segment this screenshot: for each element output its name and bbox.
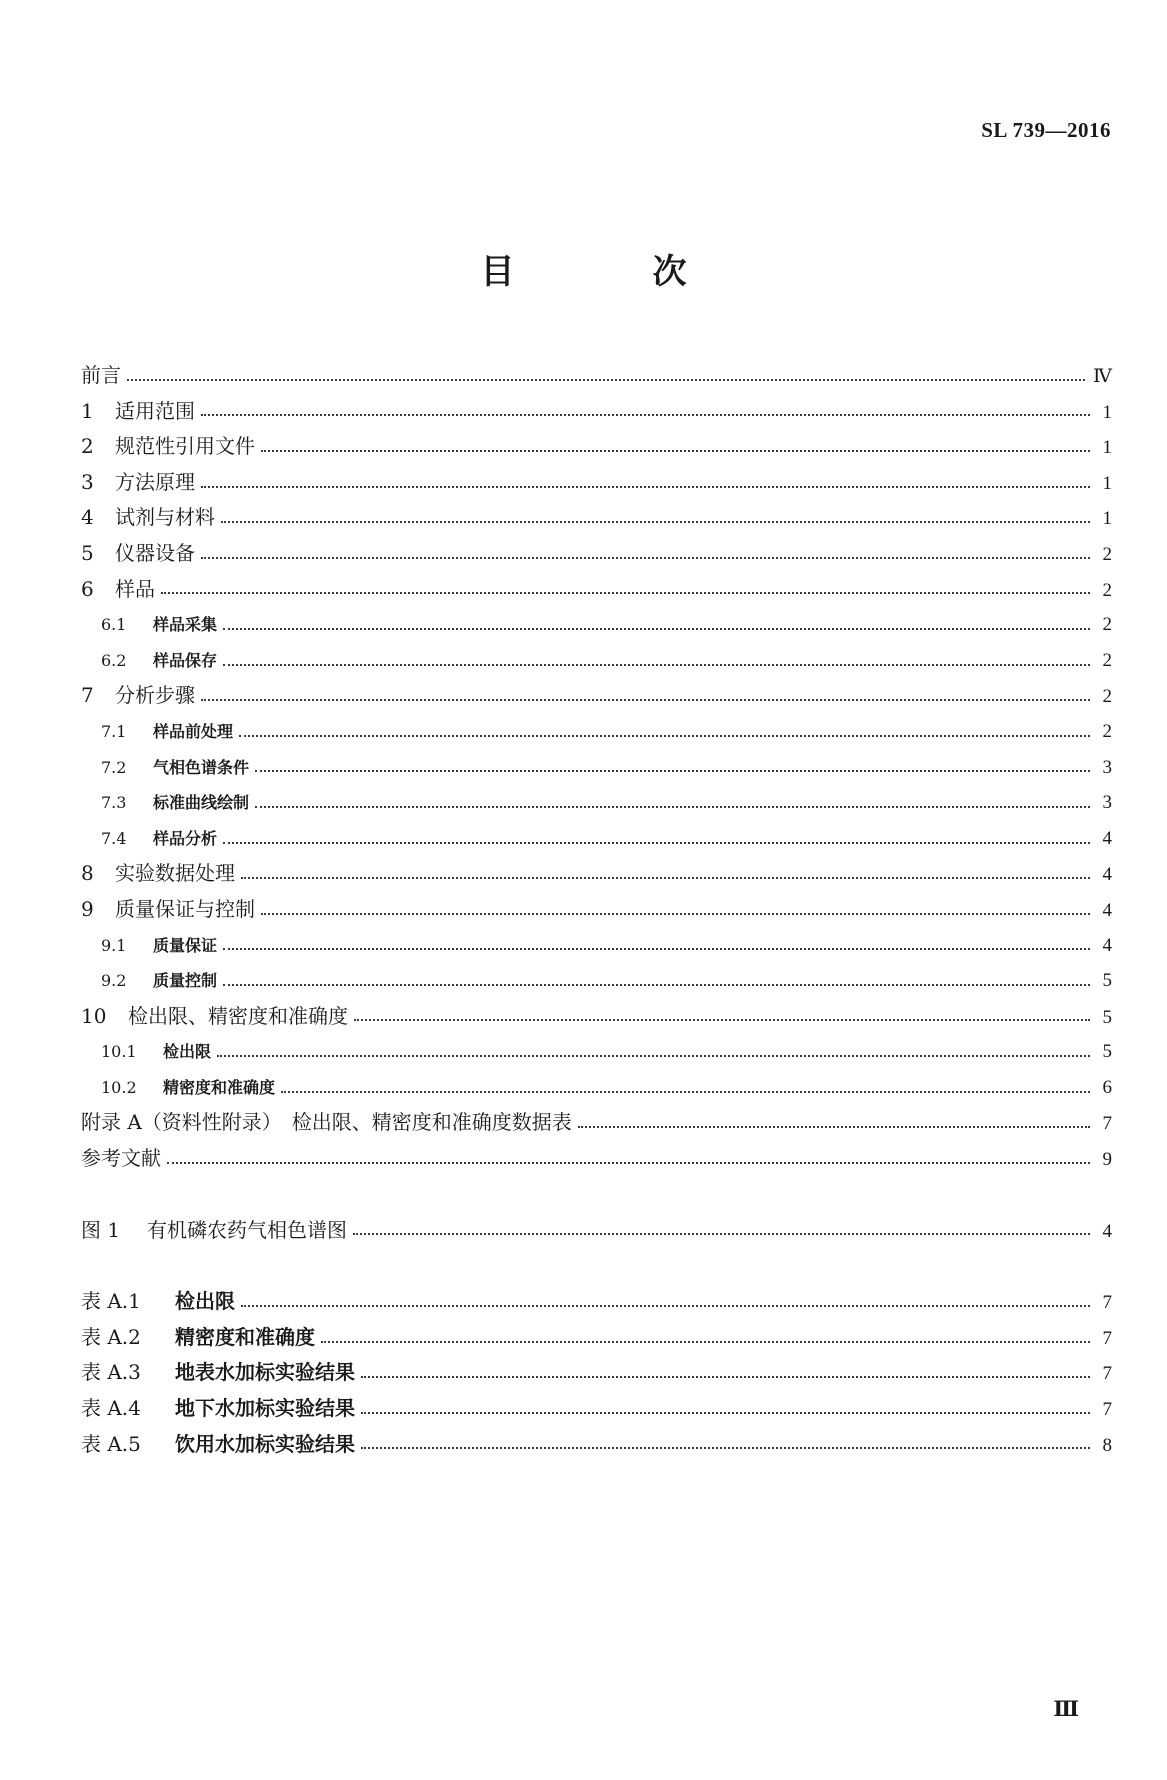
dot-leader — [255, 804, 1090, 808]
toc-entry-number: 10 — [81, 1003, 107, 1028]
toc-figures-section — [81, 1213, 1112, 1249]
toc-entry-title: 样品前处理 — [153, 721, 234, 741]
toc-entry-title: 试剂与材料 — [115, 505, 215, 530]
toc-section-entry[interactable] — [81, 358, 1112, 394]
section-gap — [81, 1248, 1112, 1284]
toc-entry-title: 方法原理 — [115, 469, 195, 494]
toc-entry-title: 质量控制 — [153, 971, 218, 991]
toc-entry-title: 样品分析 — [153, 828, 218, 848]
section-gap — [81, 1177, 1112, 1213]
toc-section-entry[interactable] — [81, 678, 1112, 714]
toc-entry-title: 检出限 — [163, 1042, 212, 1062]
toc-entry-number: 7 — [81, 683, 94, 708]
toc-entry-number: 表 A.4 — [81, 1396, 141, 1421]
toc-section-entry[interactable] — [81, 856, 1112, 892]
toc-entry-number: 表 A.5 — [81, 1431, 141, 1456]
dot-leader — [221, 519, 1090, 523]
toc-section-entry[interactable] — [81, 999, 1112, 1035]
toc-section-entry[interactable] — [81, 394, 1112, 430]
toc-entry-title: 样品 — [115, 576, 155, 601]
toc-entry-title: 质量保证与控制 — [115, 896, 255, 921]
toc-entry-title: 分析步骤 — [115, 683, 195, 708]
toc-entry-page: 7 — [1102, 1363, 1112, 1385]
dot-leader — [361, 1445, 1090, 1449]
toc-section-entry[interactable] — [81, 465, 1112, 501]
toc-entry-number: 2 — [81, 434, 94, 459]
toc-entry-page: 7 — [1102, 1292, 1112, 1314]
toc-entry-page: 8 — [1102, 1434, 1112, 1456]
toc-entry-page: 1 — [1102, 508, 1112, 530]
toc-entry-page: 7 — [1102, 1327, 1112, 1349]
toc-subsection-entry[interactable] — [81, 750, 1112, 786]
toc-section-entry[interactable] — [81, 1141, 1112, 1177]
toc-entry-number: 4 — [81, 505, 94, 530]
toc-section-entry[interactable] — [81, 892, 1112, 928]
dot-leader — [201, 555, 1090, 559]
toc-entry-number: 1 — [81, 398, 94, 423]
dot-leader — [167, 1160, 1090, 1164]
toc-subsection-entry[interactable] — [81, 928, 1112, 964]
toc-entry-number: 表 A.3 — [81, 1360, 141, 1385]
dot-leader — [217, 1053, 1090, 1057]
toc-entry-page: 2 — [1102, 649, 1112, 671]
toc-entry-title: 精密度和准确度 — [163, 1077, 276, 1097]
dot-leader — [239, 733, 1090, 737]
toc-subsection-entry[interactable] — [81, 643, 1112, 679]
dot-leader — [578, 1124, 1090, 1128]
toc-entry-number: 6.2 — [101, 650, 127, 670]
toc-entry-page: 4 — [1102, 827, 1112, 849]
dot-leader — [161, 590, 1090, 594]
toc-entry-title: 前言 — [81, 363, 121, 387]
toc-entry-page: 5 — [1102, 1006, 1112, 1028]
toc-entry-page: 2 — [1102, 579, 1112, 601]
toc-subsection-entry[interactable] — [81, 821, 1112, 857]
toc-entry-title: 有机磷农药气相色谱图 — [147, 1217, 347, 1242]
toc-entry-page: 1 — [1102, 437, 1112, 459]
toc-subsection-entry[interactable] — [81, 607, 1112, 643]
toc-entry-title: 标准曲线绘制 — [153, 793, 250, 813]
dot-leader — [241, 875, 1090, 879]
toc-entry-title: 样品保存 — [153, 650, 218, 670]
toc-entry-number: 图 1 — [81, 1217, 121, 1242]
dot-leader — [353, 1231, 1090, 1235]
toc-entry-page: 3 — [1102, 756, 1112, 778]
dot-leader — [255, 768, 1090, 772]
dot-leader — [223, 662, 1090, 666]
toc-entry-title: 地表水加标实验结果 — [175, 1360, 355, 1385]
toc-subsection-entry[interactable] — [81, 1070, 1112, 1106]
toc-table-entry[interactable] — [81, 1355, 1112, 1391]
page-number: Ⅲ — [1053, 1697, 1079, 1721]
page-title: 目 次 — [480, 252, 739, 292]
toc-entry-page: 2 — [1102, 614, 1112, 636]
toc-entry-number: 10.1 — [101, 1042, 137, 1062]
toc-entry-number: 9 — [81, 896, 94, 921]
toc-entry-number: 8 — [81, 861, 94, 886]
toc-entry-page: 9 — [1102, 1149, 1112, 1171]
toc-table-entry[interactable] — [81, 1284, 1112, 1320]
toc-figure-entry[interactable] — [81, 1213, 1112, 1249]
dot-leader — [261, 448, 1090, 452]
toc-entry-page: 2 — [1102, 720, 1112, 742]
toc-subsection-entry[interactable] — [81, 1034, 1112, 1070]
toc-entry-title: 适用范围 — [115, 398, 195, 423]
toc-entry-page: 3 — [1102, 792, 1112, 814]
toc-section-entry[interactable] — [81, 500, 1112, 536]
toc-section-entry[interactable] — [81, 1105, 1112, 1141]
toc-entry-page: 1 — [1102, 401, 1112, 423]
toc-entry-number: 6 — [81, 576, 94, 601]
toc-entry-number: 3 — [81, 469, 94, 494]
toc-entry-title: 检出限、精密度和准确度 — [128, 1003, 348, 1028]
dot-leader — [223, 982, 1090, 986]
toc-entry-page: 6 — [1102, 1076, 1112, 1098]
toc-subsection-entry[interactable] — [81, 963, 1112, 999]
table-of-contents — [81, 358, 1112, 1462]
dot-leader — [261, 911, 1090, 915]
toc-entry-page: 7 — [1102, 1113, 1112, 1135]
toc-entry-title: 饮用水加标实验结果 — [175, 1431, 355, 1456]
toc-entry-title: 精密度和准确度 — [175, 1324, 315, 1349]
toc-entry-number: 表 A.1 — [81, 1289, 141, 1314]
toc-entry-title: 地下水加标实验结果 — [175, 1396, 355, 1421]
toc-entry-number: 9.2 — [101, 971, 127, 991]
dot-leader — [201, 697, 1090, 701]
dot-leader — [223, 626, 1090, 630]
dot-leader — [361, 1374, 1090, 1378]
toc-entry-title: 附录 A（资料性附录） 检出限、精密度和准确度数据表 — [81, 1110, 572, 1135]
toc-entry-page: 4 — [1102, 864, 1112, 886]
toc-entry-page: 2 — [1102, 686, 1112, 708]
toc-entry-page: 5 — [1102, 1041, 1112, 1063]
toc-entry-number: 9.1 — [101, 935, 127, 955]
toc-entry-number: 7.1 — [101, 721, 127, 741]
toc-section-entry[interactable] — [81, 572, 1112, 608]
dot-leader — [281, 1089, 1090, 1093]
toc-main-section — [81, 358, 1112, 1177]
toc-entry-page: Ⅳ — [1093, 366, 1112, 387]
dot-leader — [321, 1339, 1090, 1343]
toc-entry-page: 4 — [1102, 934, 1112, 956]
toc-entry-page: 4 — [1102, 899, 1112, 921]
toc-entry-title: 规范性引用文件 — [115, 434, 255, 459]
toc-entry-number: 7.4 — [101, 828, 127, 848]
toc-entry-page: 4 — [1102, 1220, 1112, 1242]
dot-leader — [241, 1303, 1090, 1307]
toc-entry-number: 7.3 — [101, 793, 127, 813]
dot-leader — [223, 946, 1090, 950]
toc-entry-page: 2 — [1102, 543, 1112, 565]
toc-subsection-entry[interactable] — [81, 714, 1112, 750]
toc-entry-number: 5 — [81, 540, 94, 565]
toc-entry-number: 表 A.2 — [81, 1324, 141, 1349]
toc-tables-section — [81, 1284, 1112, 1462]
dot-leader — [223, 840, 1090, 844]
toc-entry-title: 气相色谱条件 — [153, 757, 250, 777]
toc-entry-number: 7.2 — [101, 757, 127, 777]
toc-entry-title: 实验数据处理 — [115, 861, 235, 886]
toc-entry-page: 7 — [1102, 1399, 1112, 1421]
toc-table-entry[interactable] — [81, 1320, 1112, 1356]
dot-leader — [201, 412, 1090, 416]
toc-entry-title: 样品采集 — [153, 615, 218, 635]
toc-table-entry[interactable] — [81, 1427, 1112, 1463]
dot-leader — [354, 1017, 1090, 1021]
toc-table-entry[interactable] — [81, 1391, 1112, 1427]
toc-section-entry[interactable] — [81, 429, 1112, 465]
toc-entry-page: 1 — [1102, 472, 1112, 494]
toc-subsection-entry[interactable] — [81, 785, 1112, 821]
toc-entry-title: 参考文献 — [81, 1146, 161, 1171]
toc-entry-title: 质量保证 — [153, 935, 218, 955]
dot-leader — [361, 1410, 1090, 1414]
toc-entry-page: 5 — [1102, 970, 1112, 992]
toc-entry-title: 仪器设备 — [115, 540, 195, 565]
toc-section-entry[interactable] — [81, 536, 1112, 572]
dot-leader — [127, 377, 1085, 381]
dot-leader — [201, 484, 1090, 488]
toc-entry-number: 10.2 — [101, 1077, 137, 1097]
toc-entry-title: 检出限 — [175, 1289, 235, 1314]
toc-entry-number: 6.1 — [101, 615, 127, 635]
standard-code: SL 739—2016 — [981, 118, 1111, 142]
